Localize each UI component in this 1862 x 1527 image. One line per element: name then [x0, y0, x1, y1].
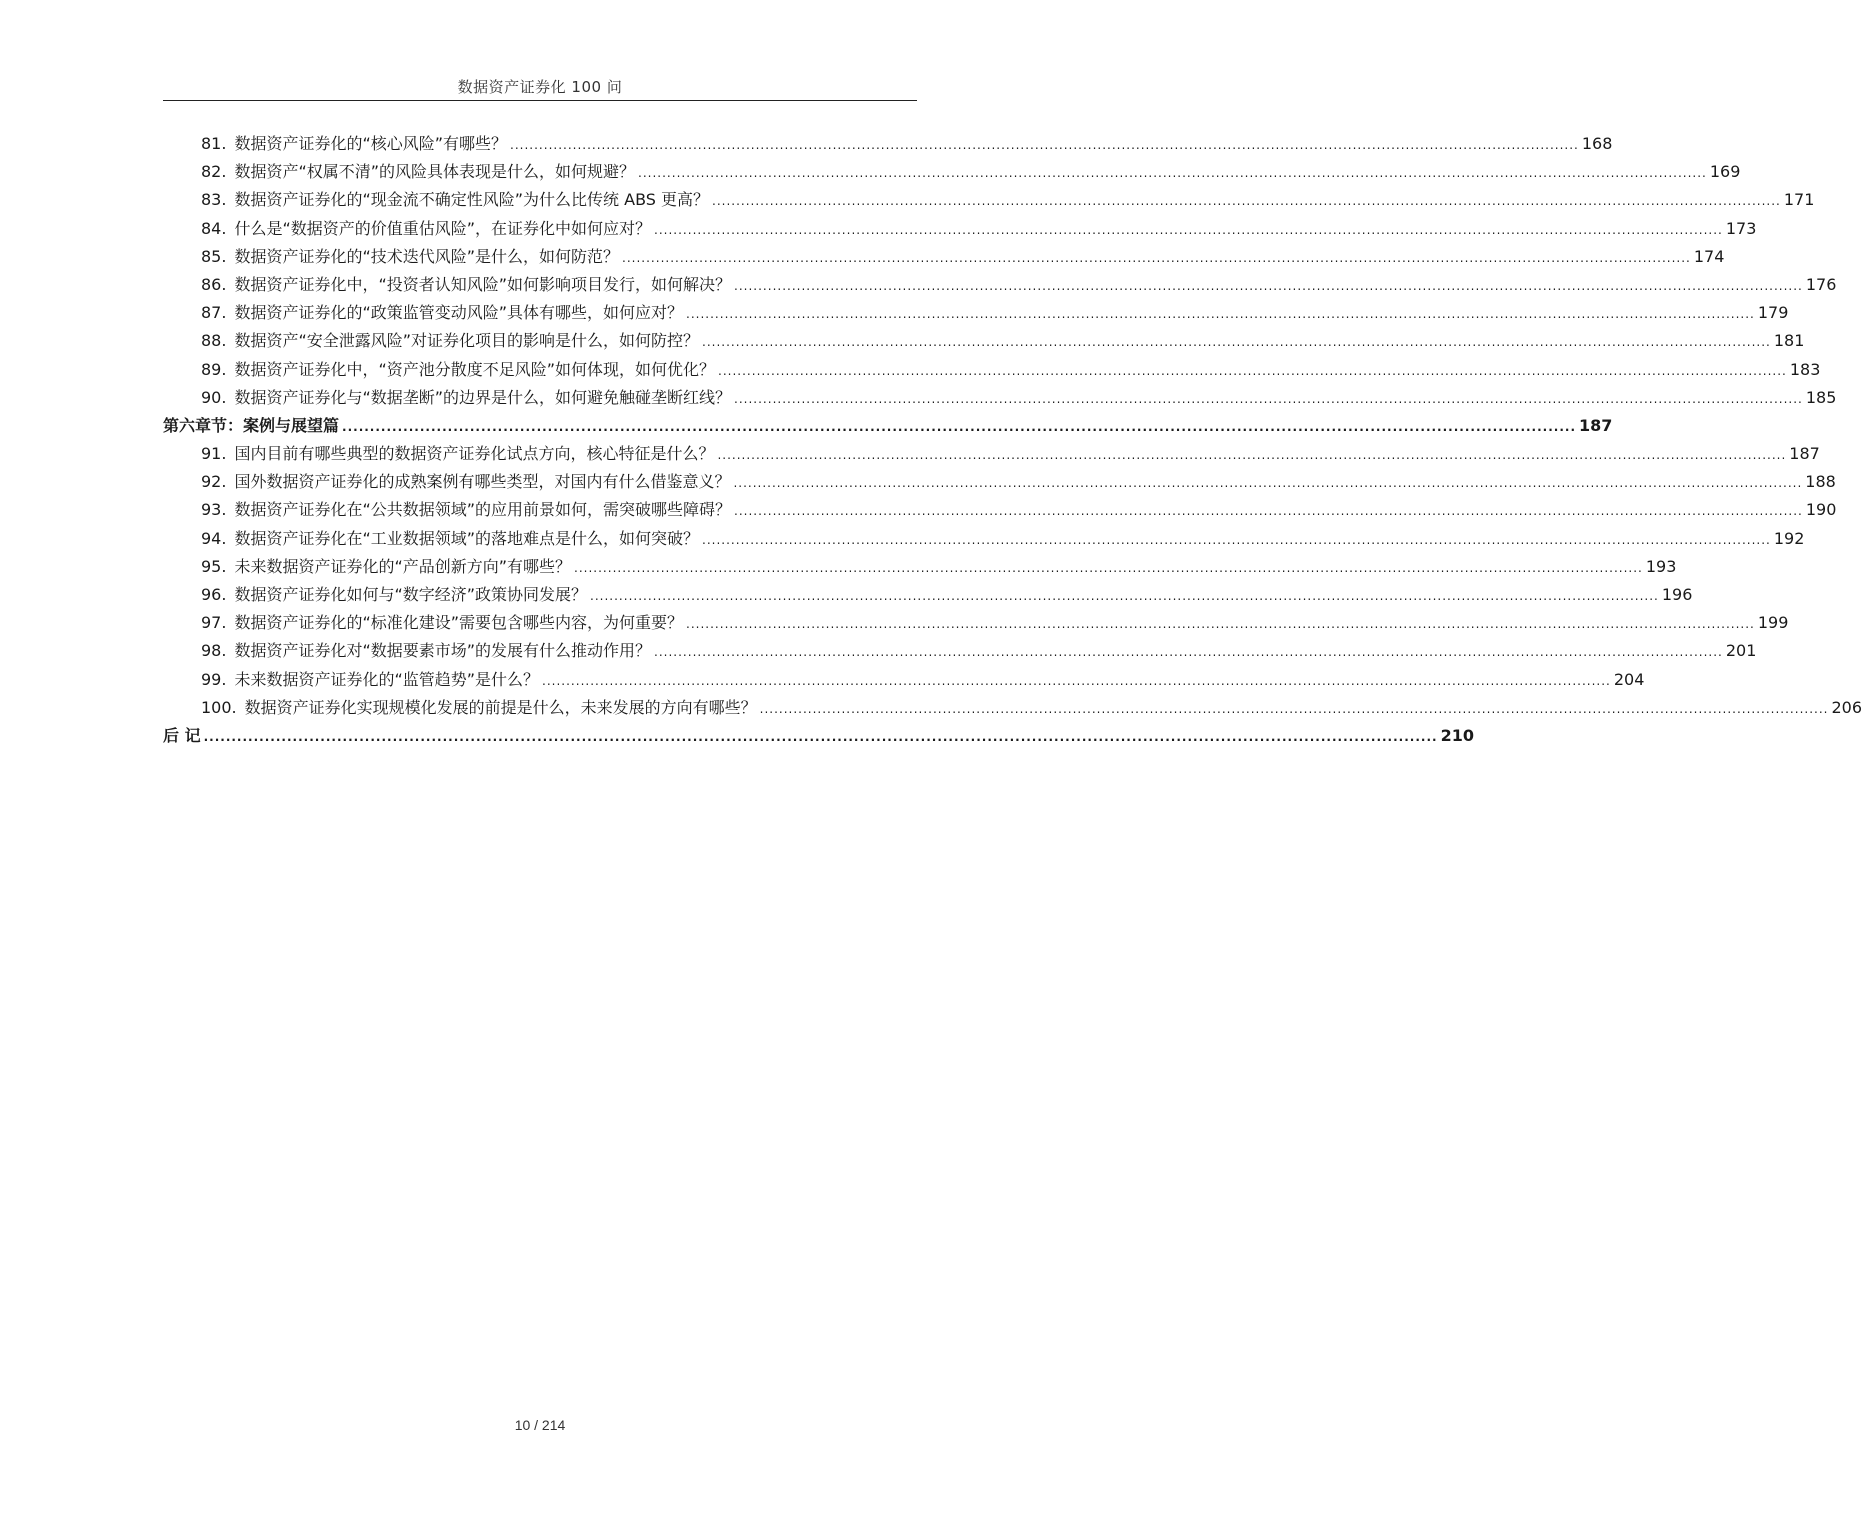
toc-entry-page: 187	[1789, 444, 1820, 464]
toc-entry[interactable]	[163, 609, 1789, 637]
toc-dot-leader	[734, 272, 1803, 300]
toc-dot-leader	[734, 497, 1803, 525]
toc-entry-page: 193	[1645, 556, 1677, 576]
toc-entry-number: 83.	[201, 190, 227, 210]
toc-entry[interactable]	[163, 327, 1805, 355]
toc-entry-title: 国外数据资产证券化的成熟案例有哪些类型，对国内有什么借鉴意义？	[234, 472, 731, 492]
toc-dot-leader	[510, 131, 1579, 159]
toc-entry-title: 数据资产“安全泄露风险”对证券化项目的影响是什么，如何防控？	[234, 331, 700, 351]
toc-entry-page: 188	[1805, 472, 1836, 492]
toc-dot-leader	[686, 300, 1755, 328]
toc-dot-leader	[734, 385, 1803, 413]
toc-entry-title: 数据资产证券化的“核心风险”有哪些？	[234, 134, 508, 153]
toc-entry-page: 187	[1579, 415, 1613, 435]
toc-entry[interactable]	[163, 666, 1645, 694]
toc-entry-page: 173	[1725, 218, 1757, 238]
toc-entry[interactable]	[163, 468, 1836, 496]
toc-dot-leader	[542, 667, 1611, 695]
toc-entry-page: 210	[1440, 725, 1474, 745]
toc-entry-title: 数据资产证券化的“技术迭代风险”是什么，如何防范？	[234, 246, 620, 266]
toc-entry[interactable]	[163, 243, 1725, 271]
toc-entry[interactable]	[163, 525, 1805, 553]
toc-entry-number: 91.	[201, 444, 227, 464]
toc-entry-title: 数据资产证券化与“数据垄断”的边界是什么，如何避免触碰垄断红线？	[234, 387, 732, 407]
toc-entry[interactable]	[163, 356, 1821, 384]
toc-entry-page: 185	[1805, 387, 1837, 407]
toc-entry-title: 数据资产证券化中，“投资者认知风险”如何影响项目发行，如何解决？	[234, 274, 732, 294]
page-number: 10 / 214	[514, 1417, 566, 1433]
toc-entry-number: 88.	[201, 331, 227, 351]
toc-entry[interactable]	[163, 158, 1741, 186]
toc-entry-page: 174	[1693, 246, 1725, 266]
toc-entry-page: 192	[1773, 528, 1805, 548]
toc-entry-number: 94.	[201, 528, 227, 548]
toc-dot-leader	[342, 413, 1576, 441]
toc-entry-title: 数据资产证券化对“数据要素市场”的发展有什么推动作用？	[234, 641, 652, 661]
toc-entry-page: 181	[1773, 331, 1805, 351]
toc-entry-title: 未来数据资产证券化的“监管趋势”是什么？	[234, 669, 540, 689]
toc-entry[interactable]	[163, 130, 1613, 158]
toc-entry-page: 183	[1789, 359, 1821, 379]
toc-dot-leader	[718, 357, 1787, 385]
toc-dot-leader	[204, 723, 1438, 751]
toc-entry-number: 85.	[201, 246, 227, 266]
toc-entry[interactable]	[163, 496, 1837, 524]
toc-entry-number: 95.	[201, 556, 227, 576]
page-header-title: 数据资产证券化 100 问	[457, 78, 623, 96]
toc-entry-page: 201	[1725, 641, 1757, 661]
toc-entry-title: 数据资产证券化实现规模化发展的前提是什么，未来发展的方向有哪些？	[244, 697, 757, 717]
toc-entry-number: 87.	[201, 303, 227, 323]
toc-entry[interactable]	[163, 384, 1837, 412]
toc-entry[interactable]	[163, 299, 1789, 327]
toc-entry[interactable]	[163, 581, 1693, 609]
table-of-contents	[163, 130, 1862, 750]
toc-entry-number: 84.	[201, 218, 227, 238]
toc-entry-number: 96.	[201, 585, 227, 604]
toc-entry[interactable]	[163, 553, 1677, 581]
toc-entry-page: 199	[1757, 613, 1789, 633]
toc-dot-leader	[622, 244, 1691, 272]
toc-entry-title: 数据资产证券化的“政策监管变动风险”具体有哪些，如何应对？	[234, 303, 684, 323]
toc-entry-page: 176	[1805, 274, 1837, 294]
toc-entry[interactable]	[163, 694, 1862, 722]
toc-entry[interactable]	[163, 637, 1757, 665]
toc-entry-number: 100.	[201, 697, 237, 717]
toc-chapter-entry[interactable]	[163, 722, 1474, 750]
toc-entry-title: 未来数据资产证券化的“产品创新方向”有哪些？	[234, 556, 572, 576]
toc-entry-number: 82.	[201, 162, 227, 182]
toc-entry[interactable]	[163, 440, 1820, 468]
toc-entry-title: 数据资产证券化在“公共数据领域”的应用前景如何，需突破哪些障碍？	[234, 500, 732, 520]
toc-entry-title: 数据资产证券化的“现金流不确定性风险”为什么比传统 ABS 更高？	[234, 190, 710, 210]
toc-entry-title: 数据资产证券化中，“资产池分散度不足风险”如何体现，如何优化？	[234, 359, 716, 379]
toc-entry-number: 92.	[201, 472, 227, 492]
toc-dot-leader	[760, 695, 1829, 723]
toc-entry-page: 179	[1757, 303, 1789, 323]
toc-entry[interactable]	[163, 215, 1757, 243]
toc-entry-title: 数据资产证券化如何与“数字经济”政策协同发展？	[234, 585, 588, 604]
toc-entry-title: 数据资产证券化的“标准化建设”需要包含哪些内容，为何重要？	[234, 613, 684, 633]
toc-entry-title: 第六章节：案例与展望篇	[163, 415, 340, 435]
toc-entry-title: 什么是“数据资产的价值重估风险”，在证券化中如何应对？	[234, 218, 652, 238]
toc-dot-leader	[702, 328, 1771, 356]
toc-entry-number: 99.	[201, 669, 227, 689]
toc-dot-leader	[712, 187, 1781, 215]
toc-entry-page: 196	[1661, 585, 1693, 604]
toc-entry-title: 数据资产“权属不清”的风险具体表现是什么，如何规避？	[234, 162, 636, 182]
toc-dot-leader	[686, 610, 1755, 638]
toc-entry-page: 169	[1709, 162, 1741, 182]
toc-dot-leader	[717, 441, 1786, 469]
header-divider	[163, 100, 917, 101]
toc-dot-leader	[590, 582, 1659, 610]
toc-chapter-entry[interactable]	[163, 412, 1613, 440]
toc-dot-leader	[654, 638, 1723, 666]
toc-entry[interactable]	[163, 271, 1837, 299]
toc-entry-number: 86.	[201, 274, 227, 294]
toc-entry-number: 98.	[201, 641, 227, 661]
toc-dot-leader	[654, 216, 1723, 244]
toc-entry-number: 81.	[201, 134, 227, 153]
toc-dot-leader	[733, 469, 1802, 497]
toc-entry-number: 89.	[201, 359, 227, 379]
toc-entry-number: 93.	[201, 500, 227, 520]
toc-entry-number: 97.	[201, 613, 227, 633]
toc-entry-title: 国内目前有哪些典型的数据资产证券化试点方向，核心特征是什么？	[234, 444, 715, 464]
toc-entry-title: 数据资产证券化在“工业数据领域”的落地难点是什么，如何突破？	[234, 528, 700, 548]
toc-entry-title: 后 记	[163, 725, 201, 745]
toc-entry-page: 171	[1783, 190, 1815, 210]
toc-entry-page: 206	[1831, 697, 1862, 717]
toc-entry-page: 168	[1581, 134, 1613, 153]
toc-dot-leader	[638, 159, 1707, 187]
toc-entry-page: 204	[1613, 669, 1645, 689]
toc-entry[interactable]	[163, 186, 1815, 214]
toc-entry-page: 190	[1805, 500, 1837, 520]
toc-dot-leader	[574, 554, 1643, 582]
toc-dot-leader	[702, 526, 1771, 554]
toc-entry-number: 90.	[201, 387, 227, 407]
